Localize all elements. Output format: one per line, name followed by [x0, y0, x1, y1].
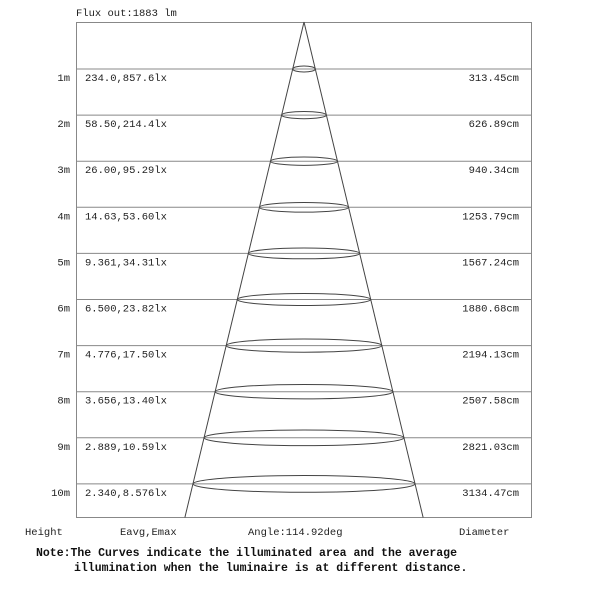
row-diameter-value: 940.34cm [468, 165, 519, 178]
row-labels [51, 73, 519, 500]
row-diameter-value: 1253.79cm [462, 211, 519, 224]
row-height-label: 6m [57, 303, 70, 316]
row-diameter-value: 1567.24cm [462, 257, 519, 270]
angle-label: Angle:114.92deg [248, 527, 343, 539]
row-illuminance-value: 2.889,10.59lx [85, 441, 167, 454]
beam-edge-right [304, 22, 423, 518]
row-diameter-value: 2194.13cm [462, 349, 519, 362]
row-height-label: 1m [57, 73, 70, 85]
row-diameter-value: 3134.47cm [462, 487, 519, 500]
row-height-label: 4m [57, 211, 70, 224]
eavg-emax-column-label: Eavg,Emax [120, 527, 177, 539]
row-diameter-value: 2507.58cm [462, 395, 519, 408]
row-diameter-value: 626.89cm [468, 119, 519, 132]
row-illuminance-value: 4.776,17.50lx [85, 349, 167, 362]
row-illuminance-value: 6.500,23.82lx [85, 303, 167, 316]
row-illuminance-value: 9.361,34.31lx [85, 257, 167, 270]
row-height-label: 9m [57, 441, 70, 454]
row-diameter-value: 313.45cm [468, 73, 519, 85]
row-diameter-value: 2821.03cm [462, 441, 519, 454]
beam-cone [185, 22, 423, 518]
row-illuminance-value: 58.50,214.4lx [85, 119, 167, 132]
row-illuminance-value: 234.0,857.6lx [85, 73, 167, 85]
grid-lines [77, 69, 532, 484]
diameter-column-label: Diameter [459, 527, 510, 539]
note-line-1: Note:The Curves indicate the illuminated area and the average [36, 547, 457, 560]
chart-title: Flux out:1883 lm [76, 8, 177, 20]
row-height-label: 7m [57, 349, 70, 362]
note-line-2: illumination when the luminaire is at different distance. [74, 562, 468, 575]
row-illuminance-value: 3.656,13.40lx [85, 395, 167, 408]
row-illuminance-value: 2.340,8.576lx [85, 487, 167, 500]
row-diameter-value: 1880.68cm [462, 303, 519, 316]
illuminated-area-curves [193, 66, 415, 492]
beam-edge-left [185, 22, 304, 518]
row-height-label: 8m [57, 395, 70, 408]
height-column-label: Height [25, 527, 63, 539]
row-illuminance-value: 26.00,95.29lx [85, 165, 167, 178]
row-height-label: 2m [57, 119, 70, 132]
row-height-label: 3m [57, 165, 70, 178]
row-illuminance-value: 14.63,53.60lx [85, 211, 167, 224]
row-height-label: 5m [57, 257, 70, 270]
row-height-label: 10m [51, 487, 70, 500]
